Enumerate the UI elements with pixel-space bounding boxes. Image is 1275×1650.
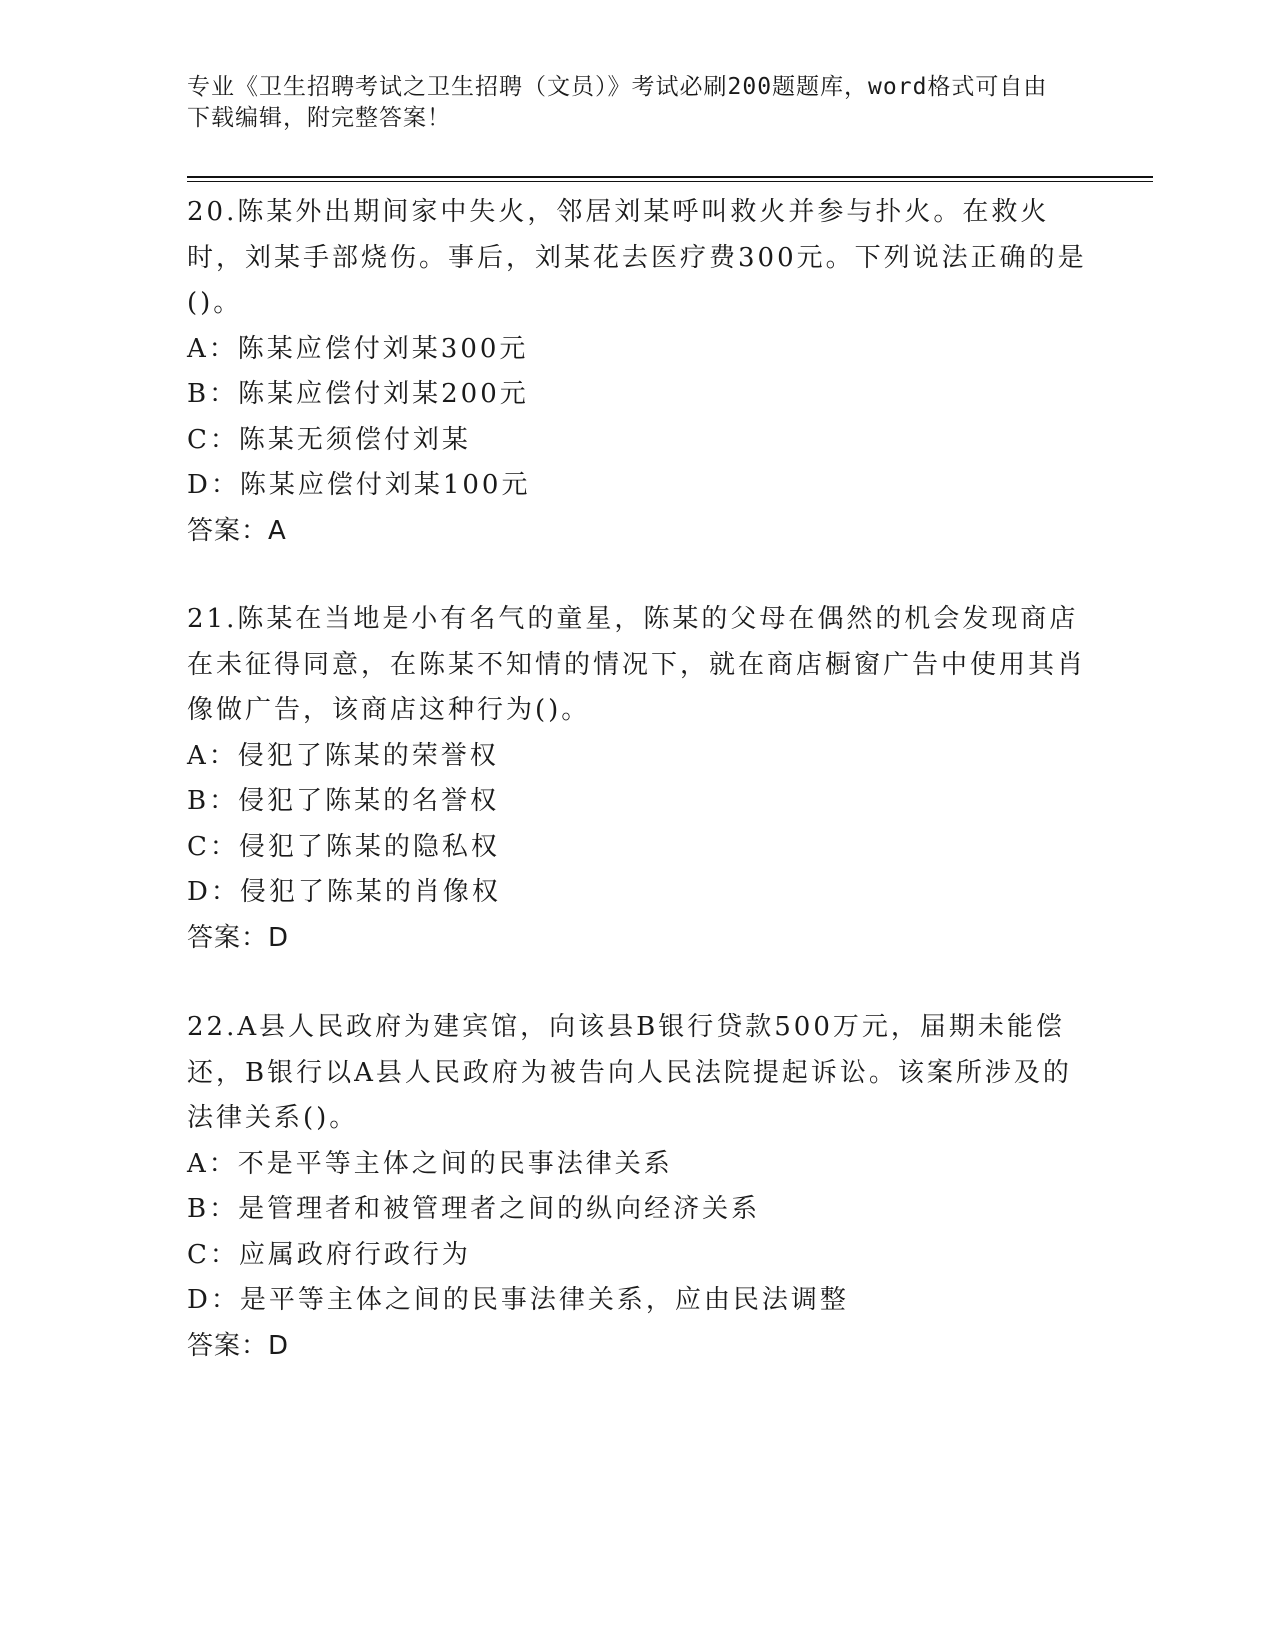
question-stem: 21.陈某在当地是小有名气的童星，陈某的父母在偶然的机会发现商店在未征得同意，在陈某不知情的情况下，就在商店橱窗广告中使用其肖像做广告，该商店这种行为()。 <box>187 604 1087 725</box>
header-divider-thin <box>187 181 1153 182</box>
question-20 <box>187 190 1087 554</box>
question-stem: 20.陈某外出期间家中失火，邻居刘某呼叫救火并参与扑火。在救火时，刘某手部烧伤。事后，刘某花去医疗费300元。下列说法正确的是()。 <box>187 197 1087 318</box>
option-c: C：应属政府行政行为 <box>187 1239 471 1270</box>
answer-line: 答案：D <box>187 1330 290 1361</box>
option-c: C：陈某无须偿付刘某 <box>187 424 471 455</box>
option-a: A：侵犯了陈某的荣誉权 <box>187 740 499 771</box>
question-21 <box>187 597 1087 961</box>
question-22 <box>187 1005 1087 1369</box>
option-d: D：侵犯了陈某的肖像权 <box>187 877 501 907</box>
header-divider-thick <box>187 176 1153 178</box>
option-a: A：不是平等主体之间的民事法律关系 <box>187 1148 673 1179</box>
option-b: B：陈某应偿付刘某200元 <box>187 379 529 409</box>
option-b: B：是管理者和被管理者之间的纵向经济关系 <box>187 1194 761 1224</box>
question-stem: 22.A县人民政府为建宾馆，向该县B银行贷款500万元，届期未能偿还，B银行以A县人民政府为被告向人民法院提起诉讼。该案所涉及的法律关系()。 <box>187 1012 1072 1133</box>
answer-line: 答案：A <box>187 515 287 546</box>
option-a: A：陈某应偿付刘某300元 <box>187 333 529 364</box>
document-header: 专业《卫生招聘考试之卫生招聘（文员）》考试必刷200题题库，word格式可自由下载编辑，附完整答案！ <box>187 74 1048 131</box>
option-d: D：是平等主体之间的民事法律关系，应由民法调整 <box>187 1285 849 1315</box>
option-c: C：侵犯了陈某的隐私权 <box>187 831 500 862</box>
option-d: D：陈某应偿付刘某100元 <box>187 470 531 500</box>
option-b: B：侵犯了陈某的名誉权 <box>187 786 500 816</box>
answer-line: 答案：D <box>187 922 290 953</box>
